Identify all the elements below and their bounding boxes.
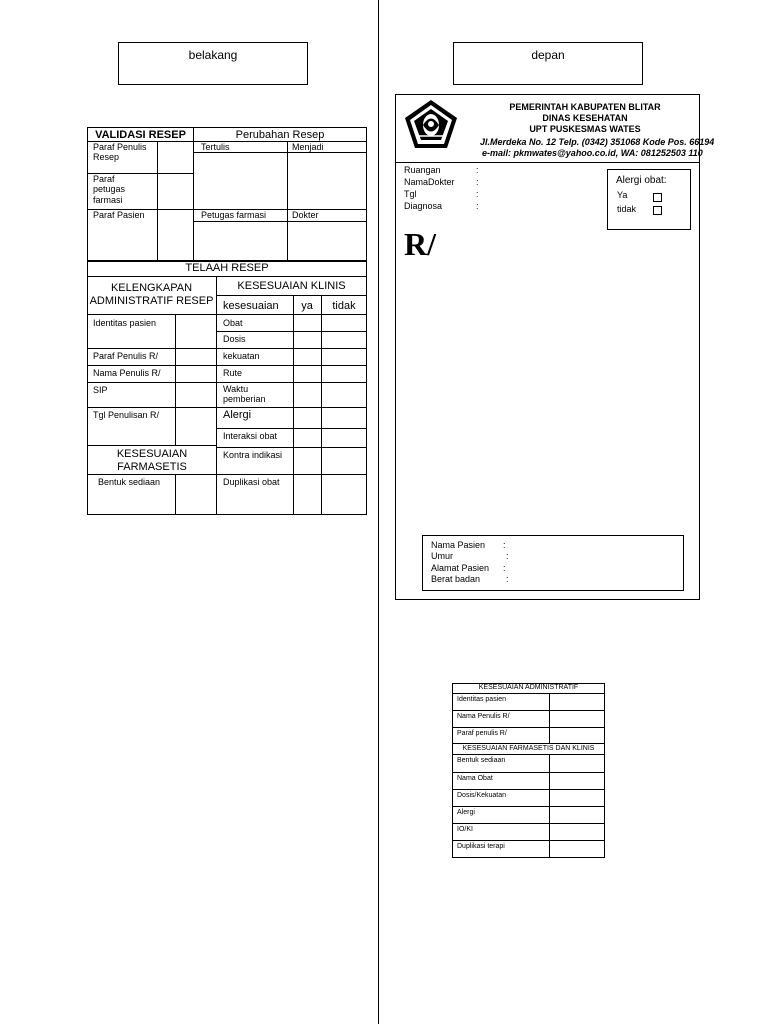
perubahan-title: Perubahan Resep <box>235 129 325 141</box>
patient-colon: : <box>503 563 506 573</box>
klinis-row-line <box>216 474 367 475</box>
admin-item: Tgl Penulisan R/ <box>93 410 160 420</box>
bentuk-sediaan: Bentuk sediaan <box>98 477 161 487</box>
paraf-pasien-label: Paraf Pasien <box>93 210 145 220</box>
small-row-line <box>452 710 605 711</box>
telaah-title-line <box>87 276 367 277</box>
admin-row-line <box>87 365 216 366</box>
klinis-header: KESESUAIAN KLINIS <box>237 280 346 292</box>
field-ruangan: Ruangan <box>404 165 441 175</box>
small-row-line <box>452 693 605 694</box>
small-klinis-row: IO/KI <box>457 826 473 833</box>
validasi-title: VALIDASI RESEP <box>95 129 186 141</box>
alergi-tidak: tidak <box>617 204 637 214</box>
klinis-header-line <box>216 295 367 296</box>
small-admin-row: Paraf penulis R/ <box>457 730 507 737</box>
paraf-penulis-label: Paraf Penulis Resep <box>93 142 147 163</box>
patient-alamat: Alamat Pasien <box>431 563 490 573</box>
alergi-tidak-checkbox[interactable] <box>653 206 662 215</box>
front-label: depan <box>531 48 565 62</box>
tidak-col <box>321 295 322 515</box>
alergi-ya-checkbox[interactable] <box>653 193 662 202</box>
field-tgl: Tgl <box>404 189 417 199</box>
small-row-line <box>452 743 605 744</box>
alergi-ya: Ya <box>617 190 628 200</box>
field-colon: : <box>476 177 479 187</box>
col-kesesuaian: kesesuaian <box>223 300 279 312</box>
small-title-admin: KESESUAIAN ADMINISTRATIF <box>478 684 579 691</box>
telaah-mid-col <box>216 276 217 515</box>
header-contact: e-mail: pkmwates@yahoo.co.id, WA: 081252503 110 <box>482 148 703 158</box>
admin-header: KELENGKAPAN ADMINISTRATIF RESEP <box>89 282 214 307</box>
prescription-header-line <box>395 162 700 163</box>
klinis-row-line <box>216 348 367 349</box>
col-tidak: tidak <box>332 300 356 312</box>
klinis-row-line <box>216 407 367 408</box>
header-line3: UPT PUSKESMAS WATES <box>529 124 641 134</box>
small-title-klinis: KESESUAIAN FARMASETIS DAN KLINIS <box>462 745 595 752</box>
klinis-item: Duplikasi obat <box>223 477 280 487</box>
front-label-box <box>453 42 643 85</box>
rx-symbol: R/ <box>404 226 436 262</box>
admin-row-line <box>87 348 216 349</box>
small-klinis-row: Alergi <box>457 809 475 816</box>
ya-col <box>293 295 294 515</box>
back-label-box <box>118 42 308 85</box>
small-klinis-row: Dosis/Kekuatan <box>457 792 507 799</box>
klinis-item: Obat <box>223 318 243 328</box>
petugas-line <box>193 221 367 222</box>
tertulis-label: Tertulis <box>201 142 230 152</box>
small-admin-row: Nama Penulis R/ <box>457 713 510 720</box>
klinis-item: Dosis <box>223 334 246 344</box>
telaah-title: TELAAH RESEP <box>185 262 269 274</box>
klinis-item: Interaksi obat <box>223 431 278 441</box>
patient-berat: Berat badan <box>431 574 481 584</box>
patient-nama: Nama Pasien <box>431 540 486 550</box>
validasi-sign-col <box>157 141 158 261</box>
patient-umur: Umur <box>431 551 453 561</box>
telaah-header-bottom <box>87 314 367 315</box>
klinis-row-line <box>216 331 367 332</box>
small-admin-row: Identitas pasien <box>457 696 507 703</box>
klinis-row-line <box>216 365 367 366</box>
dokter-label: Dokter <box>292 210 319 220</box>
fold-line <box>378 0 379 1024</box>
small-klinis-row: Bentuk sediaan <box>457 757 506 764</box>
small-value-col <box>549 754 550 858</box>
patient-colon: : <box>506 574 509 584</box>
admin-row-line <box>87 445 216 446</box>
admin-value-col <box>175 314 176 445</box>
klinis-item: Rute <box>223 368 243 378</box>
klinis-item: Kontra indikasi <box>223 450 283 460</box>
admin-item: Nama Penulis R/ <box>93 368 161 378</box>
perubahan-col <box>287 141 288 261</box>
validasi-divider <box>193 127 194 261</box>
small-klinis-row: Nama Obat <box>457 775 493 782</box>
admin-item: Identitas pasien <box>93 318 157 328</box>
patient-colon: : <box>506 551 509 561</box>
admin-item: SIP <box>93 385 108 395</box>
patient-colon: : <box>503 540 506 550</box>
small-klinis-row: Duplikasi terapi <box>457 843 505 850</box>
farmasetis-value-col <box>175 474 176 515</box>
petugas-farmasi-label: Petugas farmasi <box>201 210 267 220</box>
klinis-item: Alergi <box>223 409 252 421</box>
menjadi-label: Menjadi <box>292 142 324 152</box>
back-label: belakang <box>188 48 238 62</box>
alergi-title: Alergi obat: <box>616 175 667 186</box>
paraf-petugas-label: Paraf petugas farmasi <box>93 174 126 205</box>
small-row-line <box>452 806 605 807</box>
klinis-item: kekuatan <box>223 351 260 361</box>
klinis-row-line <box>216 428 367 429</box>
field-dokter: NamaDokter <box>404 177 455 187</box>
klinis-item: Waktu pemberian <box>223 384 266 405</box>
admin-item: Paraf Penulis R/ <box>93 351 159 361</box>
klinis-row-line <box>216 382 367 383</box>
small-row-line <box>452 789 605 790</box>
header-line2: DINAS KESEHATAN <box>542 113 628 123</box>
field-diagnosa: Diagnosa <box>404 201 443 211</box>
small-row-line <box>452 840 605 841</box>
field-colon: : <box>476 165 479 175</box>
admin-row-line <box>87 407 216 408</box>
field-colon: : <box>476 201 479 211</box>
small-row-line <box>452 772 605 773</box>
header-address: Jl.Merdeka No. 12 Telp. (0342) 351068 Kode Pos. 66194 <box>480 137 715 147</box>
admin-row-line <box>87 382 216 383</box>
small-row-line <box>452 727 605 728</box>
blitar-emblem-icon <box>403 98 459 150</box>
small-row-line <box>452 754 605 755</box>
farmasetis-header: KESESUAIAN FARMASETIS <box>116 448 188 473</box>
farmasetis-line <box>87 474 216 475</box>
small-row-line <box>452 823 605 824</box>
header-line1: PEMERINTAH KABUPATEN BLITAR <box>509 102 661 112</box>
small-value-col <box>549 693 550 743</box>
field-colon: : <box>476 189 479 199</box>
klinis-row-line <box>216 447 367 448</box>
col-ya: ya <box>301 300 313 312</box>
